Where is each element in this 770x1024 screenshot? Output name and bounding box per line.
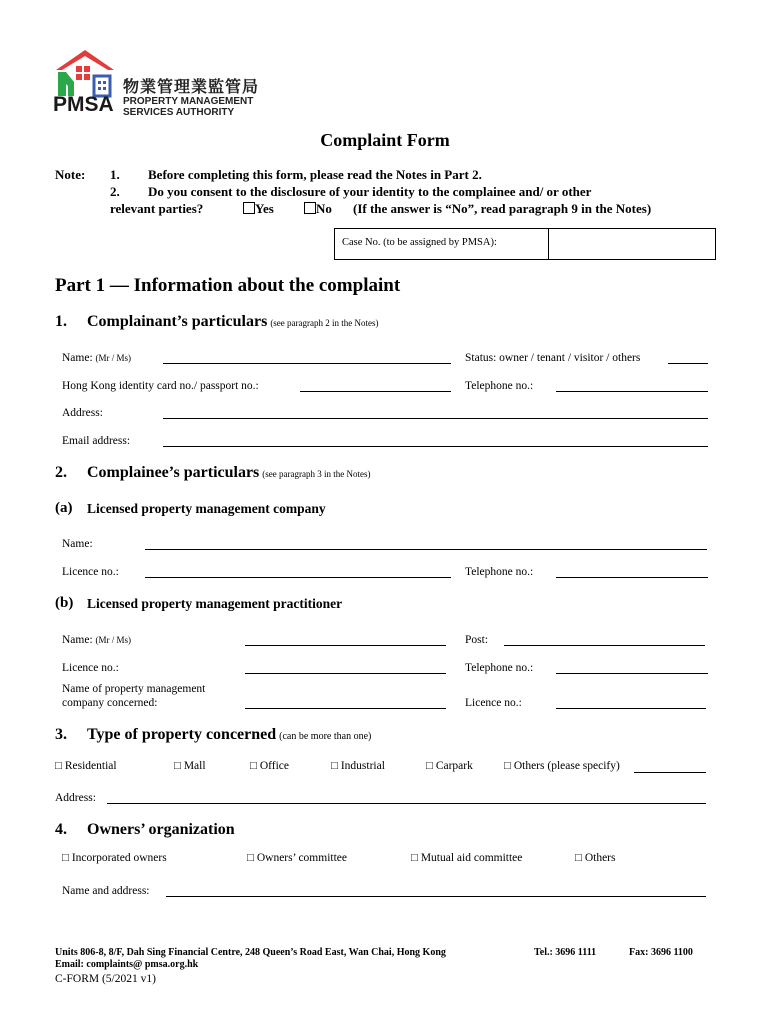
option-label: Industrial [340, 760, 385, 772]
property-type-carpark[interactable]: □ Carpark [426, 760, 473, 772]
footer-tel: Tel.: 3696 1111 [534, 947, 597, 958]
property-type-mall[interactable]: □ Mall [174, 760, 206, 772]
property-address-field[interactable] [107, 803, 706, 804]
logo-chinese-name: 物業管理業監管局 [123, 77, 260, 96]
checkbox-icon[interactable] [243, 202, 255, 214]
sec3-num: 3. [55, 726, 67, 743]
pm-company-label-line1: Name of property management [62, 683, 206, 695]
consent-no-option[interactable] [304, 201, 332, 217]
sec2-num: 2. [55, 464, 67, 481]
sec1-note: (see paragraph 2 in the Notes) [270, 318, 379, 328]
property-type-industrial[interactable]: □ Industrial [331, 760, 385, 772]
sec2b-label: (b) [55, 595, 74, 611]
consent-no-label: No [316, 201, 332, 216]
owners-org-name-address-label: Name and address: [62, 885, 150, 897]
sec1-heading [87, 313, 379, 331]
practitioner-tel-field[interactable] [556, 673, 708, 674]
note-item2-text: Do you consent to the disclosure of your identity to the complainee and/ or other [148, 184, 592, 199]
sec3-title: Type of property concerned [87, 726, 277, 743]
pm-company-licence-label: Licence no.: [465, 697, 522, 709]
company-name-label: Name: [62, 538, 93, 550]
practitioner-licence-field[interactable] [245, 673, 446, 674]
sec4-title: Owners’ organization [87, 821, 235, 838]
option-label: Owners’ committee [256, 852, 347, 864]
logo-english-line2: SERVICES AUTHORITY [123, 107, 235, 118]
complainant-name-label [62, 352, 131, 364]
owners-org-committee[interactable]: □ Owners’ committee [247, 852, 347, 864]
consent-yes-label: Yes [255, 201, 274, 216]
complainant-email-field[interactable] [163, 446, 708, 447]
note-item2-cont: relevant parties? [110, 201, 204, 216]
option-label: Incorporated owners [71, 852, 167, 864]
sec1-num: 1. [55, 313, 67, 330]
practitioner-licence-label: Licence no.: [62, 662, 119, 674]
sec3-note: (can be more than one) [279, 731, 372, 742]
practitioner-name-field[interactable] [245, 645, 446, 646]
sec3-heading [87, 726, 371, 744]
consent-yes-option[interactable] [243, 201, 274, 217]
company-tel-label: Telephone no.: [465, 566, 534, 578]
company-licence-field[interactable] [145, 577, 451, 578]
option-label: Carpark [435, 760, 473, 772]
complainant-address-label: Address: [62, 407, 103, 419]
owners-org-name-address-field[interactable] [166, 896, 706, 897]
owners-org-others[interactable]: □ Others [575, 852, 616, 864]
option-label: Others (please specify) [513, 760, 620, 772]
name-hint: (Mr / Ms) [95, 353, 132, 363]
company-licence-label: Licence no.: [62, 566, 119, 578]
sec2-heading [87, 464, 371, 482]
practitioner-name-label [62, 634, 131, 646]
form-title: Complaint Form [320, 130, 450, 150]
sec2-note: (see paragraph 3 in the Notes) [262, 469, 371, 479]
option-label: Mall [183, 760, 206, 772]
option-label: Others [584, 852, 616, 864]
case-number-field[interactable] [552, 230, 712, 257]
property-type-others-field[interactable] [634, 772, 706, 773]
sec2a-title: Licensed property management company [87, 501, 326, 516]
owners-org-mutual-aid[interactable]: □ Mutual aid committee [411, 852, 523, 864]
property-type-residential[interactable]: □ Residential [55, 760, 117, 772]
sec1-title: Complainant’s particulars [87, 313, 268, 330]
practitioner-tel-label: Telephone no.: [465, 662, 534, 674]
hkid-field[interactable] [300, 391, 451, 392]
complainant-status-label: Status: owner / tenant / visitor / others [465, 352, 641, 364]
option-label: Residential [64, 760, 117, 772]
note-item1-num: 1. [110, 167, 120, 182]
complainant-address-field[interactable] [163, 418, 708, 419]
name-label-text: Name: [62, 634, 93, 646]
hkid-label: Hong Kong identity card no./ passport no.: [62, 380, 259, 392]
sec4-num: 4. [55, 821, 67, 838]
sec2b-title: Licensed property management practitioner [87, 596, 343, 611]
checkbox-icon[interactable] [304, 202, 316, 214]
complainant-tel-label: Telephone no.: [465, 380, 534, 392]
note-item2-num: 2. [110, 184, 120, 199]
company-tel-field[interactable] [556, 577, 708, 578]
pm-company-label-line2: company concerned: [62, 697, 158, 709]
part1-heading: Part 1 — Information about the complaint [55, 275, 401, 296]
property-address-label: Address: [55, 792, 96, 804]
company-name-field[interactable] [145, 549, 707, 550]
property-type-others[interactable]: □ Others (please specify) [504, 760, 620, 772]
practitioner-post-field[interactable] [504, 645, 705, 646]
option-label: Mutual aid committee [420, 852, 523, 864]
practitioner-post-label: Post: [465, 634, 489, 646]
footer-address: Units 806-8, 8/F, Dah Sing Financial Centre, 248 Queen’s Road East, Wan Chai, Hong Kong [55, 947, 446, 958]
house-logo-icon [52, 46, 118, 98]
owners-org-incorporated[interactable]: □ Incorporated owners [62, 852, 167, 864]
case-number-divider [548, 228, 549, 259]
logo-english-line1: PROPERTY MANAGEMENT [123, 96, 254, 107]
property-type-office[interactable]: □ Office [250, 760, 289, 772]
note-item2-paren: (If the answer is “No”, read paragraph 9 in the Notes) [353, 201, 652, 216]
sec2-title: Complainee’s particulars [87, 464, 260, 481]
note-label: Note: [55, 167, 86, 182]
name-label-text: Name: [62, 352, 93, 364]
pm-company-licence-field[interactable] [556, 708, 706, 709]
footer-fax: Fax: 3696 1100 [629, 947, 693, 958]
complainant-name-field[interactable] [163, 363, 451, 364]
note-item1-text: Before completing this form, please read the Notes in Part 2. [148, 167, 482, 182]
name-hint: (Mr / Ms) [95, 635, 132, 645]
complainant-tel-field[interactable] [556, 391, 708, 392]
complainant-email-label: Email address: [62, 435, 131, 447]
complainant-status-field[interactable] [668, 363, 708, 364]
footer-email: Email: complaints@ pmsa.org.hk [55, 959, 199, 970]
logo-acronym: PMSA [53, 93, 114, 116]
sec2a-label: (a) [55, 500, 73, 516]
form-code: C-FORM (5/2021 v1) [55, 973, 156, 985]
case-number-label: Case No. (to be assigned by PMSA): [342, 237, 497, 248]
option-label: Office [259, 760, 289, 772]
pm-company-field[interactable] [245, 708, 446, 709]
